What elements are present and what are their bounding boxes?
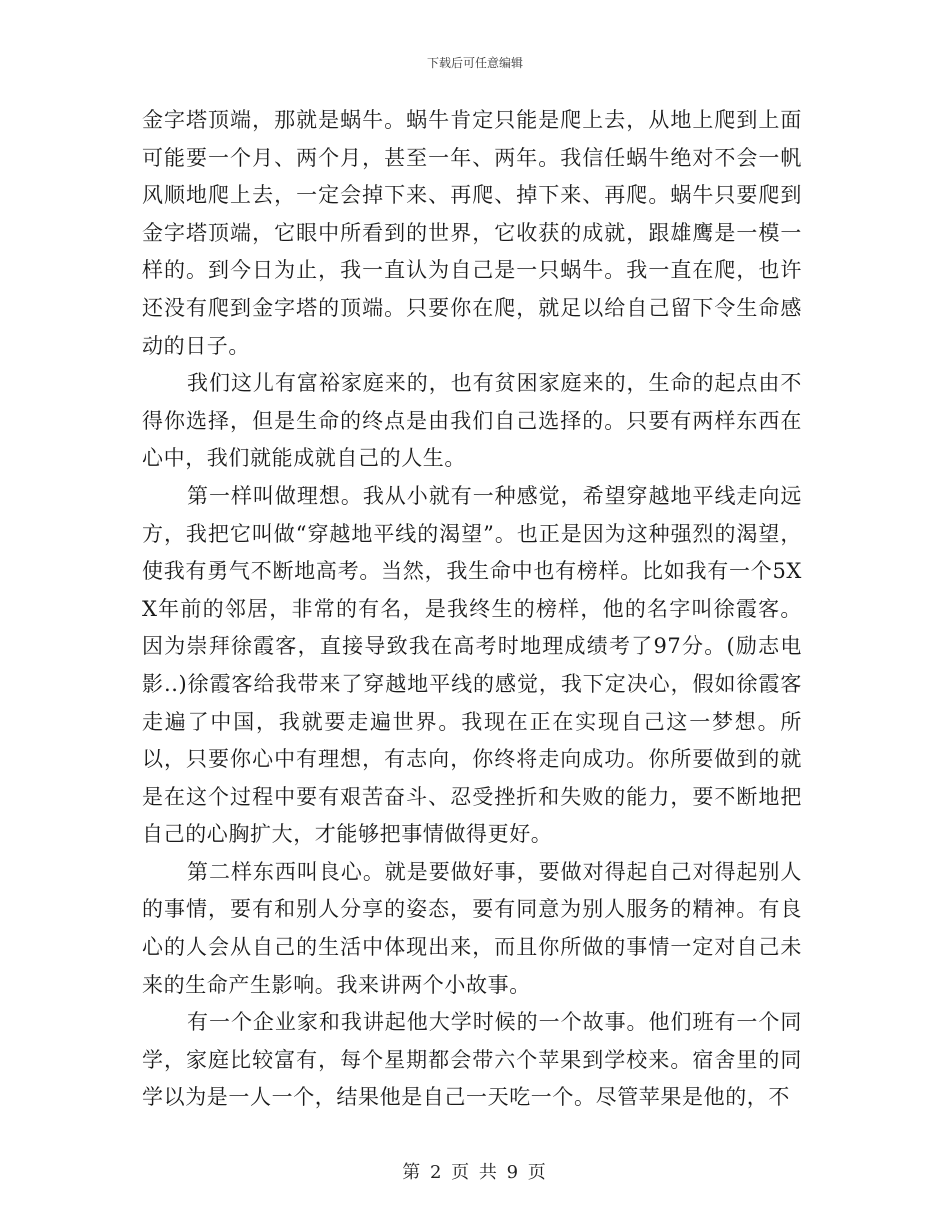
page-number-footer: 第 2 页 共 9 页 [402, 1162, 548, 1183]
paragraph-3: 第一样叫做理想。我从小就有一种感觉，希望穿越地平线走向远方，我把它叫做“穿越地平线的渴望”。也正是因为这种强烈的渴望，使我有勇气不断地高考。当然，我生命中也有榜样。比如我有一个5XX年前的邻居，非常的有名，是我终生的榜样，他的名字叫徐霞客。因为崇拜徐霞客，直接导致我在高考时地理成绩考了97分。(励志电影..)徐霞客给我带来了穿越地平线的感觉，我下定决心，假如徐霞客走遍了中国，我就要走遍世界。我现在正在实现自己这一梦想。所以，只要你心中有理想，有志向，你终将走向成功。你所要做到的就是在这个过程中要有艰苦奋斗、忍受挫折和失败的能力，要不断地把自己的心胸扩大，才能够把事情做得更好。 [142, 483, 802, 847]
paragraph-1: 金字塔顶端，那就是蜗牛。蜗牛肯定只能是爬上去，从地上爬到上面可能要一个月、两个月，甚至一年、两年。我信任蜗牛绝对不会一帆风顺地爬上去，一定会掉下来、再爬、掉下来、再爬。蜗牛只要爬到金字塔顶端，它眼中所看到的世界，它收获的成就，跟雄鹰是一模一样的。到今日为止，我一直认为自己是一只蜗牛。我一直在爬，也许还没有爬到金字塔的顶端。只要你在爬，就足以给自己留下令生命感动的日子。 [142, 108, 802, 358]
paragraph-2: 我们这儿有富裕家庭来的，也有贫困家庭来的，生命的起点由不得你选择，但是生命的终点是由我们自己选择的。只要有两样东西在心中，我们就能成就自己的人生。 [142, 371, 802, 471]
paragraph-4: 第二样东西叫良心。就是要做好事，要做对得起自己对得起别人的事情，要有和别人分享的姿态，要有同意为别人服务的精神。有良心的人会从自己的生活中体现出来，而且你所做的事情一定对自己未来的生命产生影响。我来讲两个小故事。 [142, 859, 802, 997]
document-body [142, 102, 802, 1117]
page-header: 下载后可任意编辑 [426, 56, 523, 70]
paragraph-5: 有一个企业家和我讲起他大学时候的一个故事。他们班有一个同学，家庭比较富有，每个星期都会带六个苹果到学校来。宿舍里的同学以为是一人一个，结果他是自己一天吃一个。尽管苹果是他的，不 [142, 1010, 802, 1110]
